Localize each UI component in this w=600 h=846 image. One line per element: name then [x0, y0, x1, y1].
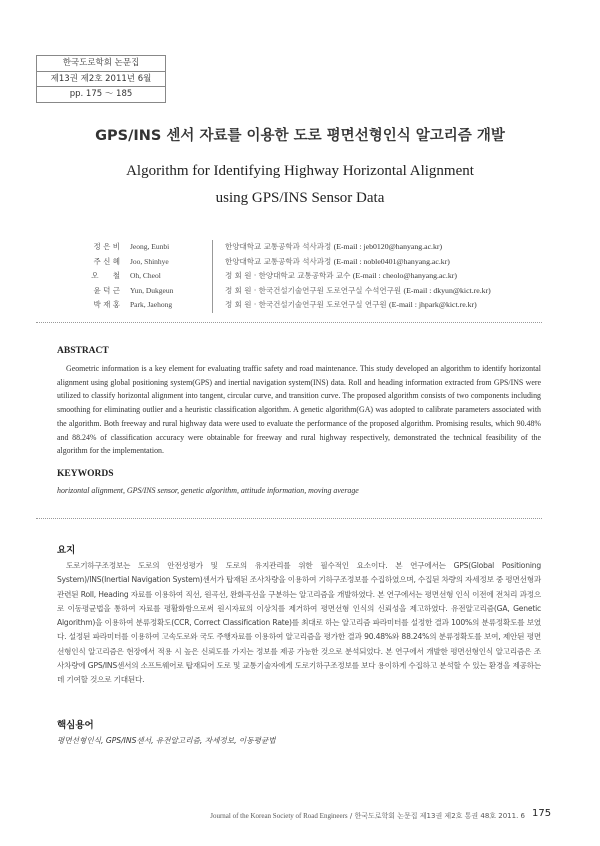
- journal-volume: 제13권 제2호 2011년 6월: [37, 72, 165, 88]
- author-name-en: Joo, Shinhye: [130, 256, 169, 266]
- author-name-ko: 오 철: [91, 271, 120, 281]
- author-name-ko: 윤 덕 근: [93, 285, 120, 295]
- footer-journal-ko: / 한국도로학회 논문집 제13권 제2호 통권 48호 2011. 6: [347, 812, 525, 820]
- author-affiliation: 한양대학교 교통공학과 석사과정 (E-mail : jeb0120@hanyang.ac.kr): [225, 242, 443, 251]
- journal-info-box: [36, 55, 166, 103]
- title-english-line2: using GPS/INS Sensor Data: [215, 190, 385, 206]
- author-row: [80, 269, 550, 284]
- author-divider: [212, 284, 213, 299]
- section-divider: [36, 322, 542, 323]
- keywords-heading: KEYWORDS: [57, 469, 114, 479]
- title-korean: GPS/INS 센서 자료를 이용한 도로 평면선형인식 알고리즘 개발: [95, 128, 505, 144]
- journal-pages: pp. 175 ～ 185: [69, 89, 133, 99]
- keywords-text: horizontal alignment, GPS/INS sensor, genetic algorithm, attitude information, moving average: [57, 486, 359, 495]
- author-affiliation: 한양대학교 교통공학과 석사과정 (E-mail : noble0401@hanyang.ac.kr): [225, 256, 450, 266]
- author-row: [80, 298, 550, 313]
- author-divider: [212, 255, 213, 270]
- title-english-line1: Algorithm for Identifying Highway Horizontal Alignment: [126, 163, 474, 179]
- yoji-text: 도로기하구조정보는 도로의 안전성평가 및 도로의 유지관리를 위한 필수적인 요소이다. 본 연구에서는 GPS(Global Positioning System)/INS(Inertial Navigation System)센서가 탑재된 조사차량을 이용하여 기하구조정보를 수집하였으며, 수집된 차량의 자세정보 중 평면선형과 관련된 Roll, Heading 자료를 이용하여 직선, 원곡선, 완화곡선을 구분하는 알고리즘을 개발하였다. 본 연구에서는 평면선형 인식 이전에 전처리 과정으로 이동평균법을 통하여 자료를 평활화함으로써 원시자료의 이상치를 제거하여 평면선형 인식의 신뢰성을 제고하였다. 유전알고리즘(GA, Genetic Algorithm)을 이용하여 분류정확도(CCR, Correct Classification Rate)를 최대로 하는 알고리즘 파라미터를 설정한 결과 100%의 분류정확도를 보였다. 설정된 파라미터를 이용하여 고속도로와 국도 주행자료를 이용하여 알고리즘을 평가한 결과 90.48%와 88.24%의 분류정확도를 보여, 제안된 평면선형인식 알고리즘은 현장에서 적용 시 높은 신뢰도를 가지는 정보를 제공 가능한 것으로 분석되었다. 본 연구에서 개발한 평면선형인식 알고리즘은 조사차량에 GPS/INS센서의 소프트웨어로 탑재되어 도로 및 교통기술자에게 도로기하구조정보를 보다 용이하게 수집하고 분석할 수 있는 환경을 제공하는데 기여할 것으로 기대된다.: [57, 561, 541, 685]
- author-name-en: Yun, Dukgeun: [130, 285, 174, 295]
- abstract-text: Geometric information is a key element for evaluating traffic safety and road maintenance. This study developed an algorithm to identify horizontal alignment using global positioning system(GPS) and inertial navigation system(INS) data. Roll and heading information extracted from GPS/INS were utilized to classify horizontal alignment into tangent, circular curve, and transition curve. The proposed algorithm consists of two components including smoothing for eliminating outlier and a heuristic classification algorithm. A genetic algorithm(GA) was adopted to calibrate parameters associated with the algorithm. Both freeway and rural highway data were used to evaluate the performance of the proposed algorithm. Promising results, which 90.48% and 88.24% of classification accuracy were obtainable for freeway and rural highway respectively, demonstrated the technical feasibility of the algorithm for the implementation.: [57, 364, 541, 456]
- author-name-ko: 박 재 홍: [93, 300, 120, 310]
- author-row: [80, 240, 550, 255]
- author-affiliation: 정 회 원 · 한국건설기술연구원 도로연구실 연구원 (E-mail : jhpark@kict.re.kr): [225, 300, 477, 310]
- section-divider: [36, 518, 542, 519]
- author-name-en: Oh, Cheol: [130, 271, 161, 281]
- author-list: [80, 240, 550, 313]
- footer-journal-en: Journal of the Korean Society of Road Engineers: [210, 812, 348, 820]
- page-number: 175: [532, 808, 552, 819]
- author-email: (E-mail : jhpark@kict.re.kr): [388, 300, 477, 310]
- kw-ko-heading: 핵심용어: [57, 720, 94, 731]
- author-name-ko: 정 은 비: [93, 242, 120, 251]
- author-email: (E-mail : cheolo@hanyang.ac.kr): [352, 271, 457, 281]
- abstract-heading: ABSTRACT: [57, 346, 109, 356]
- page-footer: [210, 811, 525, 821]
- yoji-heading: 요지: [57, 545, 76, 556]
- author-divider: [212, 240, 213, 255]
- author-divider: [212, 298, 213, 313]
- author-row: [80, 255, 550, 270]
- author-name-en: Park, Jaehong: [130, 300, 173, 310]
- author-affiliation: 정 회 원 · 한국건설기술연구원 도로연구실 수석연구원 (E-mail : dkyun@kict.re.kr): [225, 285, 491, 295]
- author-email: (E-mail : dkyun@kict.re.kr): [403, 285, 491, 295]
- author-affiliation: 정 회 원 · 한양대학교 교통공학과 교수 (E-mail : cheolo@hanyang.ac.kr): [225, 271, 457, 281]
- journal-name: 한국도로학회 논문집: [37, 56, 165, 72]
- author-divider: [212, 269, 213, 284]
- author-row: [80, 284, 550, 299]
- author-email: (E-mail : jeb0120@hanyang.ac.kr): [333, 242, 443, 251]
- author-name-ko: 주 신 혜: [93, 256, 120, 266]
- kw-ko-text: 평면선형인식, GPS/INS센서, 유전알고리즘, 자세정보, 이동평균법: [57, 736, 276, 745]
- author-name-en: Jeong, Eunbi: [130, 242, 170, 251]
- author-email: (E-mail : noble0401@hanyang.ac.kr): [333, 256, 450, 266]
